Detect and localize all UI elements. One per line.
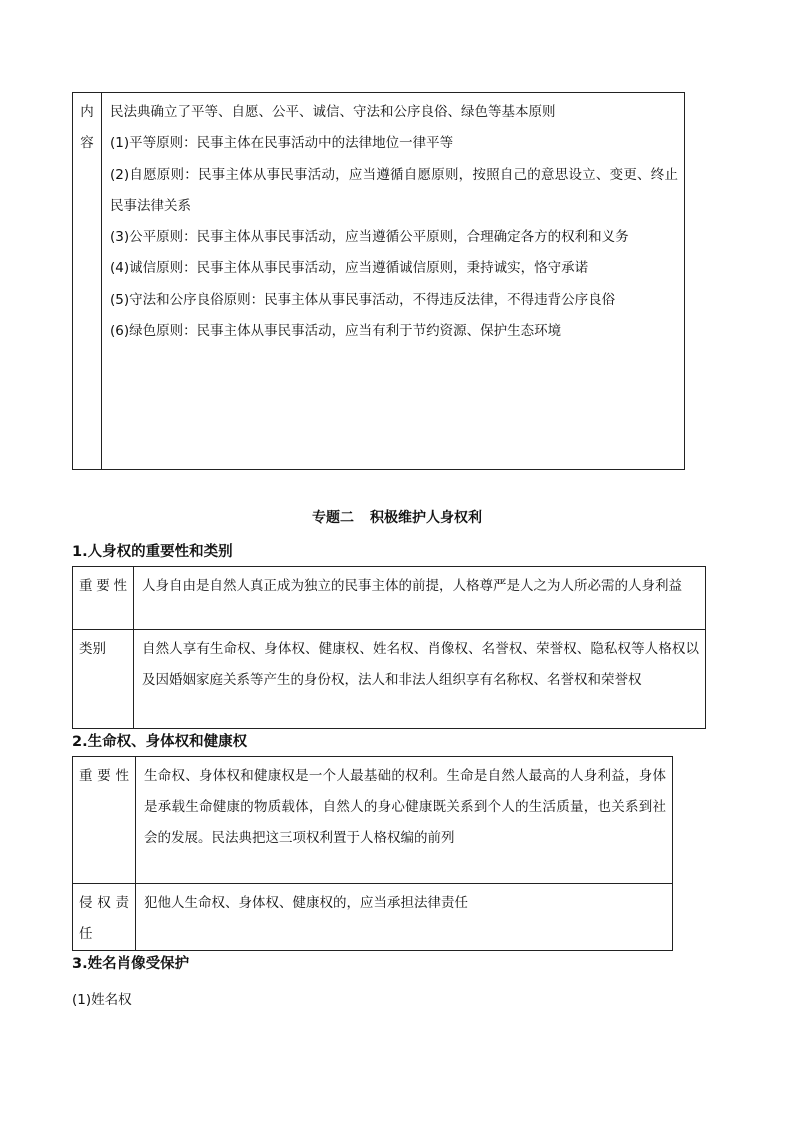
- principle-item: (6)绿色原则：民事主体从事民事活动，应当有利于节约资源、保护生态环境: [110, 323, 562, 340]
- row-text: 自然人享有生命权、身体权、健康权、姓名权、肖像权、名誉权、荣誉权、隐私权等人格权以及因婚姻家庭关系等产生的身份权，法人和非法人组织享有名称权、名誉权和荣誉权: [142, 641, 699, 688]
- row-label: 重要性: [73, 567, 134, 630]
- topic-name: 积极维护人身权利: [370, 510, 482, 526]
- principle-item: (4)诚信原则：民事主体从事民事活动，应当遵循诚信原则，秉持诚实，恪守承诺: [110, 260, 589, 277]
- row-text: 人身自由是自然人真正成为独立的民事主体的前提，人格尊严是人之为人所必需的人身利益: [142, 578, 682, 594]
- section-heading: 3.姓名肖像受保护: [72, 956, 190, 972]
- principle-item: (1)平等原则：民事主体在民事活动中的法律地位一律平等: [110, 135, 454, 152]
- section-heading: 2.生命权、身体权和健康权: [72, 734, 248, 750]
- topic-title: [0, 507, 794, 527]
- label-char: 内: [80, 104, 94, 120]
- row-label: 重要性: [73, 757, 136, 884]
- principle-item: (2)自愿原则：民事主体从事民事活动，应当遵循自愿原则，按照自己的意思设立、变更、终止民事法律关系: [110, 166, 678, 214]
- row-content: [136, 884, 673, 951]
- topic-prefix: 专题二: [312, 510, 354, 526]
- principles-content-cell: [102, 93, 685, 470]
- row-label: 类别: [73, 630, 134, 729]
- row-label: 侵权责任: [73, 884, 136, 951]
- principle-item: (5)守法和公序良俗原则：民事主体从事民事活动，不得违反法律，不得违背公序良俗: [110, 291, 616, 308]
- section-heading: 1.人身权的重要性和类别: [72, 544, 233, 560]
- life-rights-table: [72, 756, 673, 951]
- subsection-heading: (1)姓名权: [72, 992, 132, 1008]
- row-content: [134, 567, 706, 630]
- row-text: 犯他人生命权、身体权、健康权的，应当承担法律责任: [144, 895, 468, 911]
- principle-item: (3)公平原则：民事主体从事民事活动，应当遵循公平原则，合理确定各方的权利和义务: [110, 229, 629, 246]
- principles-intro: 民法典确立了平等、自愿、公平、诚信、守法和公序良俗、绿色等基本原则: [110, 104, 556, 120]
- row-text: 生命权、身体权和健康权是一个人最基础的权利。生命是自然人最高的人身利益，身体是承载生命健康的物质载体，自然人的身心健康既关系到个人的生活质量，也关系到社会的发展。民法典把这三项权利置于人格权编的前列: [144, 768, 666, 846]
- row-content: [134, 630, 706, 729]
- label-char: 容: [80, 135, 94, 151]
- row-content: [136, 757, 673, 884]
- principles-table: [72, 92, 685, 470]
- personal-rights-table: [72, 566, 706, 729]
- content-label-cell: [73, 93, 102, 470]
